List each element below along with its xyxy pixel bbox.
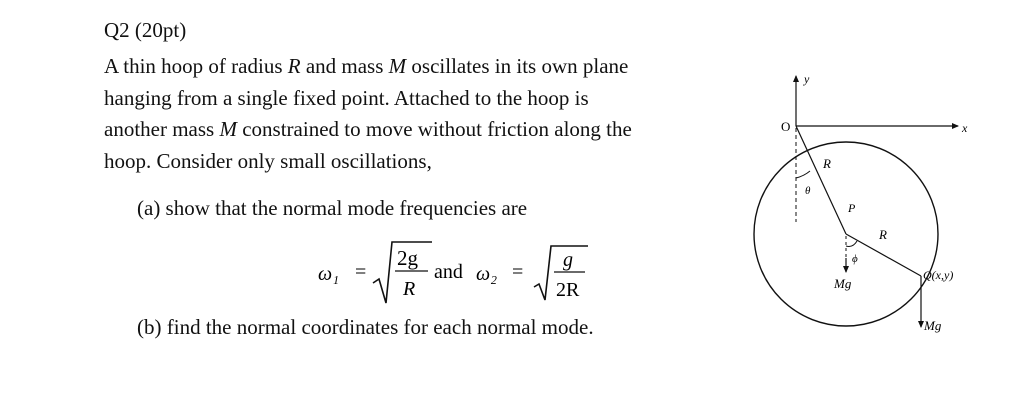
frac1-denominator: R	[403, 278, 416, 300]
mass-weight-label: Mg	[924, 318, 942, 333]
statement-line-2: hanging from a single fixed point. Attached to the hoop is	[104, 85, 589, 110]
statement-line-1: A thin hoop of radius R and mass M oscillates in its own plane	[104, 54, 629, 78]
question-title: Q2 (20pt)	[104, 18, 187, 42]
y-axis-label: y	[804, 72, 810, 86]
radical-sign-1	[373, 242, 432, 303]
phi-arc	[846, 241, 857, 246]
omega2-symbol: ω₂	[476, 263, 498, 285]
center-weight-label: Mg	[834, 276, 852, 291]
hoop-diagram	[740, 60, 980, 360]
x-axis-label: x	[962, 121, 968, 135]
equals-1: =	[355, 261, 367, 283]
phi-label: ϕ	[852, 253, 858, 265]
frac2-numerator: g	[563, 249, 573, 271]
equals-2: =	[512, 261, 524, 283]
omega1-symbol: ω₁	[318, 263, 340, 285]
problem-statement	[104, 51, 724, 177]
radius-label-lower: R	[879, 227, 887, 242]
radical-sign-2	[534, 246, 588, 300]
part-a-text: (a) show that the normal mode frequencies are	[137, 196, 528, 220]
part-b-text: (b) find the normal coordinates for each normal mode.	[137, 315, 594, 339]
center-point-label: P	[848, 201, 856, 215]
statement-line-4: hoop. Consider only small oscillations,	[104, 148, 432, 173]
radius-label-upper: R	[823, 156, 831, 171]
theta-arc	[796, 171, 810, 178]
statement-line-3: another mass M constrained to move without friction along the	[104, 117, 632, 141]
and-word: and	[434, 261, 463, 283]
origin-label: O	[781, 119, 791, 134]
mass-position-label: Q(x,y)	[923, 268, 954, 282]
frac2-denominator: 2R	[556, 279, 580, 301]
frac1-numerator: 2g	[397, 246, 418, 270]
theta-label: θ	[805, 185, 811, 197]
